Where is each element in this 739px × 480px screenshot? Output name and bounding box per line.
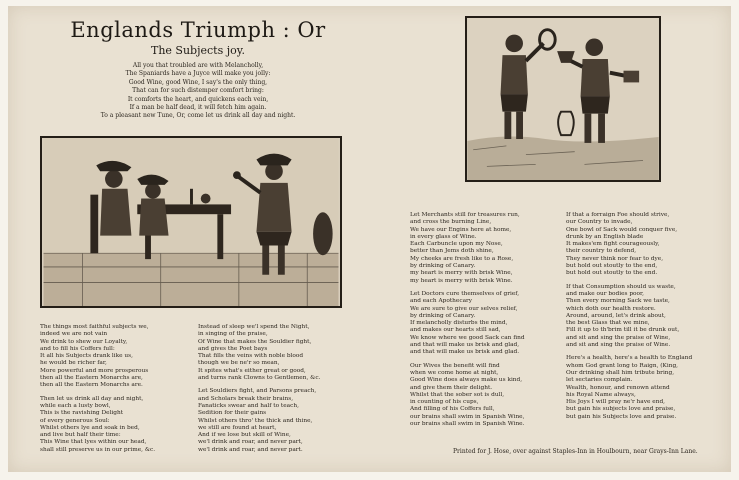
verse-line: Our drinking shall him tribute bring, — [566, 369, 675, 376]
verse-line: indeed we are not vain — [40, 331, 108, 338]
verse-line: If that a forraign Foe should strive, — [566, 212, 670, 218]
verse-line: Fill it up to th'brim till it be drunk out, — [566, 327, 680, 334]
verse-column-1 — [40, 324, 155, 454]
verse-line: My cheeks are fresh like to a Rose, — [410, 255, 514, 262]
verse-line: we'l drink and roar, and never part. — [198, 446, 303, 453]
verse-line: whom God grant long to Raign, (King, — [566, 362, 679, 369]
verse-line: Instead of sleep we'l spend the Night, — [198, 324, 310, 330]
verse-line: while each a lusty bowl, — [40, 402, 111, 409]
verse-line: If that Consumption should us waste, — [566, 283, 676, 290]
verse-line: our brains shall swim in Spanish Wine. — [410, 421, 525, 428]
verse-line: and make our bodies poor, — [566, 290, 645, 297]
verse-line: the best Glass that we mine, — [566, 320, 650, 327]
verse-line: and each Apothecary — [410, 298, 473, 305]
verse-line: let sectaries complain. — [566, 377, 633, 384]
verse-line: shall still preserve us in our prime, &c. — [40, 446, 156, 453]
verse-line: Wealth, honour, and renown attend — [566, 384, 670, 391]
verse-line: though we be ne'r so mean, — [198, 360, 280, 367]
verse-line: The things most faithful subjects we, — [40, 324, 149, 330]
verse-column-4 — [566, 212, 692, 421]
verse-line: We are sure to give our selves relief, — [410, 305, 518, 312]
verse-line: It spites what's either great or good, — [198, 367, 306, 374]
verse-line: my heart is merry with brisk Wine. — [410, 277, 513, 284]
verse-line: Let Merchants still for treasures run, — [410, 212, 520, 218]
woodcut-tavern-scene — [40, 136, 342, 308]
verse-column-2 — [198, 324, 320, 454]
verse-line: Whilst that the sober sot is dull, — [410, 391, 505, 398]
verse-line: which doth our health restore. — [566, 305, 656, 312]
woodcut-toasting-men — [465, 16, 661, 182]
intro-line: If a man be half dead, it will fetch him again. — [129, 104, 267, 112]
verse-line: Let Souldiers fight, and Parsons preach, — [198, 388, 317, 395]
verse-line: And filling of his Coffers full, — [410, 406, 495, 413]
ballad-subtitle: The Subjects joy. — [150, 44, 245, 57]
verse-line: His Joys I will pray ne'r have end, — [566, 399, 666, 406]
verse-line: better than Jems doth shine, — [410, 248, 494, 255]
verse-line: Sedition for their gains — [198, 410, 267, 417]
verse-line: We have our Engins here at home, — [410, 226, 512, 233]
verse-line: but gain his subjects love and praise, — [566, 406, 676, 413]
verse-line: but gain his Subjects love and praise. — [566, 413, 677, 420]
intro-line: It comforts the heart, and quickens each vein, — [127, 95, 269, 103]
verse-line: Here's a health, here's a health to England — [566, 355, 693, 362]
verse-line: and to fill his Coffers full: — [40, 345, 115, 352]
verse-line: our Country to invade, — [566, 219, 633, 226]
verse-line: and sit and sing the praise of Wine. — [566, 342, 671, 349]
verse-line: in every glass of Wine. — [410, 233, 477, 240]
verse-line: Our Wives the benefit will find — [410, 362, 500, 369]
verse-line: One bowl of Sack would conquer five, — [566, 226, 678, 233]
intro-line: That can for such distemper comfort bring: — [132, 87, 264, 95]
intro-line: Good Wine, good Wine, I say's the only thing, — [128, 78, 268, 86]
verse-line: my heart is merry with brisk Wine, — [410, 270, 513, 277]
intro-line: To a pleasant new Tune, Or, come let us drink all day and night. — [100, 112, 296, 120]
verse-line: our brains shall swim in Spanish Wine, — [410, 413, 525, 420]
verse-line: of every generous Soul: — [40, 417, 110, 424]
verse-line: It makes'em fight courageously, — [566, 241, 660, 248]
verse-line: then all the Eastern Monarchs are. — [40, 382, 143, 389]
verse-line: Fanaticks swear and half to teach, — [198, 402, 299, 409]
verse-line: and give them their delight. — [410, 384, 493, 391]
verse-line: and live but half their time: — [40, 432, 121, 439]
verse-line: when we come home at night, — [410, 369, 499, 376]
verse-line: and that will make us brisk and glad, — [410, 342, 520, 349]
verse-line: That fills the veins with noble blood — [198, 353, 304, 360]
intro-verse — [38, 62, 358, 121]
ballad-title: Englands Triumph : Or — [70, 18, 326, 42]
verse-line: Of Wine that makes the Souldier fight, — [198, 338, 312, 345]
verse-line: and Scholars break their brains, — [198, 395, 294, 402]
verse-line: Whilst others thro' the thick and thine, — [198, 417, 313, 424]
verse-line: and that will make us brisk and glad. — [410, 349, 520, 356]
verse-line: Whilst others lye and soak in bed, — [40, 424, 140, 431]
verse-line: Around, around, let's drink about, — [566, 312, 666, 319]
intro-line: The Spaniards have a Juyce will make you jolly: — [125, 70, 271, 78]
verse-line: More powerful and more prosperous — [40, 367, 149, 374]
verse-line: and cross the burning Line, — [410, 219, 492, 226]
verse-line: in counting of his cups, — [410, 399, 479, 406]
verse-line: Let Doctors cure themselves of grief, — [410, 290, 520, 297]
verse-line: we'l drink and roar, and never part, — [198, 439, 303, 446]
verse-line: We drink to shew our Loyalty, — [40, 338, 128, 345]
broadside-sheet — [8, 6, 731, 472]
verse-line: Then let us drink all day and night, — [40, 395, 144, 402]
verse-line: and sit and sing the praise of Wine, — [566, 334, 671, 341]
verse-line: Then every morning Sack we taste, — [566, 298, 670, 305]
verse-line: If melancholly disturbs the mind, — [410, 320, 508, 327]
verse-line: And if we lose but skill of Wine, — [198, 432, 291, 439]
verse-line: then all the Eastern Monarchs are, — [40, 375, 143, 382]
verse-column-3 — [410, 212, 525, 428]
verse-line: They never think nor fear to dye, — [566, 255, 664, 262]
verse-line: their country to defend, — [566, 248, 637, 255]
verse-line: he would be richer far, — [40, 360, 107, 367]
verse-line: and gives the Poet bays — [198, 345, 268, 352]
verse-line: It all his Subjects drank like us, — [40, 353, 133, 360]
verse-line: by drinking of Canary. — [410, 263, 476, 270]
verse-line: and turns rank Clowns to Gentlemen, &c. — [198, 375, 321, 382]
verse-line: Each Carbuncle upon my Nose, — [410, 241, 503, 248]
verse-line: We know where we good Sack can find — [410, 334, 525, 341]
verse-line: but hold out stoutly to the end. — [566, 270, 658, 277]
verse-line: Good Wine does always make us kind, — [410, 377, 523, 384]
verse-line: in singing of the praise, — [198, 331, 268, 338]
verse-line: we still are found at heart, — [198, 424, 277, 431]
verse-line: drunk by an English blade — [566, 233, 644, 240]
verse-line: by drinking of Canary. — [410, 312, 476, 319]
verse-line: his Royal Name always, — [566, 391, 636, 398]
verse-line: but hold out stoutly to the end, — [566, 263, 658, 270]
verse-line: This Wine that lyes within our head, — [40, 439, 147, 446]
woodcut-tavern-scene-illustration — [42, 138, 340, 306]
intro-line: All you that troubled are with Melancholly, — [132, 62, 264, 69]
printer-imprint: Printed for J. Hose, over against Staples-Inn in Houlbourn, near Grays-Inn Lane. — [453, 448, 698, 455]
verse-line: and makes our hearts still sad, — [410, 327, 501, 334]
woodcut-toasting-men-illustration — [467, 18, 659, 180]
verse-line: This is the ravishing Delight — [40, 410, 124, 417]
